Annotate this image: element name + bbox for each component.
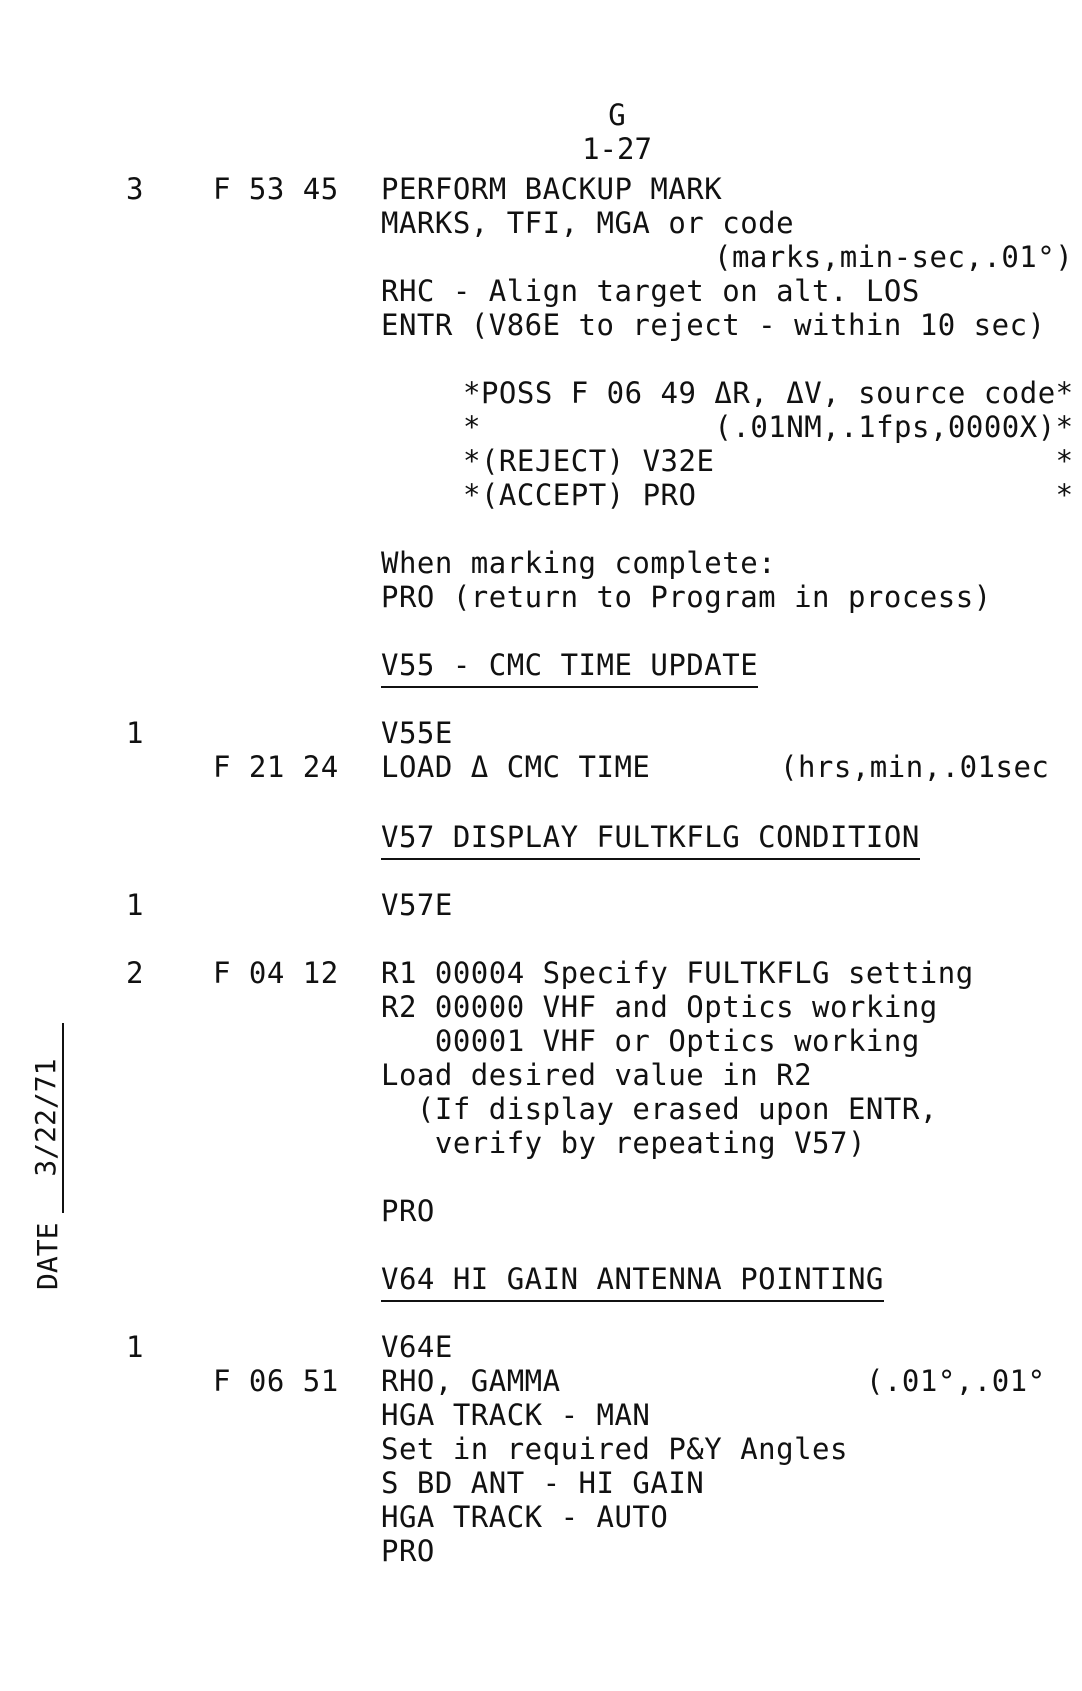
instruction-line: R2 00000 VHF and Optics working bbox=[381, 990, 938, 1024]
units-note: (hrs,min,.01sec bbox=[780, 750, 1050, 784]
units-note: (marks,min-sec,.01°) bbox=[714, 240, 1074, 274]
instruction-line: R1 00004 Specify FULTKFLG setting bbox=[381, 956, 974, 990]
flag-code: F 04 12 bbox=[213, 956, 339, 990]
flag-code: F 21 24 bbox=[213, 750, 339, 784]
poss-line: *POSS F 06 49 ΔR, ΔV, source code* bbox=[463, 376, 1074, 410]
step-number: 3 bbox=[126, 172, 144, 206]
step-number: 1 bbox=[126, 716, 144, 750]
poss-line: *(REJECT) V32E * bbox=[463, 444, 1074, 478]
step-number: 2 bbox=[126, 956, 144, 990]
instruction-line: Load desired value in R2 bbox=[381, 1058, 813, 1092]
instruction-line: When marking complete: bbox=[381, 546, 777, 580]
instruction-line: HGA TRACK - MAN bbox=[381, 1398, 651, 1432]
instruction-line: S BD ANT - HI GAIN bbox=[381, 1466, 705, 1500]
poss-line: * (.01NM,.1fps,0000X)* bbox=[463, 410, 1074, 444]
units-note: (.01°,.01° bbox=[866, 1364, 1046, 1398]
instruction-line: HGA TRACK - AUTO bbox=[381, 1500, 669, 1534]
date-value: 3/22/71 bbox=[30, 1023, 64, 1213]
date-stamp-rotated bbox=[24, 1000, 64, 1290]
date-label: DATE bbox=[31, 1222, 64, 1290]
step-number: 1 bbox=[126, 888, 144, 922]
step-number: 1 bbox=[126, 1330, 144, 1364]
instruction-line: MARKS, TFI, MGA or code bbox=[381, 206, 795, 240]
instruction-line: V55E bbox=[381, 716, 453, 750]
flag-code: F 53 45 bbox=[213, 172, 339, 206]
instruction-line: (If display erased upon ENTR, bbox=[381, 1092, 938, 1126]
instruction-line: ENTR (V86E to reject - within 10 sec) bbox=[381, 308, 1046, 342]
section-heading: V64 HI GAIN ANTENNA POINTING bbox=[381, 1262, 884, 1302]
section-heading: V55 - CMC TIME UPDATE bbox=[381, 648, 758, 688]
instruction-line: RHO, GAMMA bbox=[381, 1364, 561, 1398]
instruction-line: V57E bbox=[381, 888, 453, 922]
instruction-line: PRO (return to Program in process) bbox=[381, 580, 992, 614]
page-number: 1-27 bbox=[582, 132, 652, 166]
instruction-line: verify by repeating V57) bbox=[381, 1126, 866, 1160]
poss-line: *(ACCEPT) PRO * bbox=[463, 478, 1074, 512]
section-heading: V57 DISPLAY FULTKFLG CONDITION bbox=[381, 820, 920, 860]
instruction-line: 00001 VHF or Optics working bbox=[381, 1024, 920, 1058]
instruction-line: V64E bbox=[381, 1330, 453, 1364]
instruction-line: PRO bbox=[381, 1194, 435, 1228]
instruction-line: LOAD Δ CMC TIME bbox=[381, 750, 651, 784]
instruction-line: Set in required P&Y Angles bbox=[381, 1432, 848, 1466]
flag-code: F 06 51 bbox=[213, 1364, 339, 1398]
section-letter: G bbox=[608, 98, 626, 132]
instruction-line: PERFORM BACKUP MARK bbox=[381, 172, 723, 206]
date-stamp bbox=[14, 1010, 84, 1300]
instruction-line: RHC - Align target on alt. LOS bbox=[381, 274, 920, 308]
instruction-line: PRO bbox=[381, 1534, 435, 1568]
